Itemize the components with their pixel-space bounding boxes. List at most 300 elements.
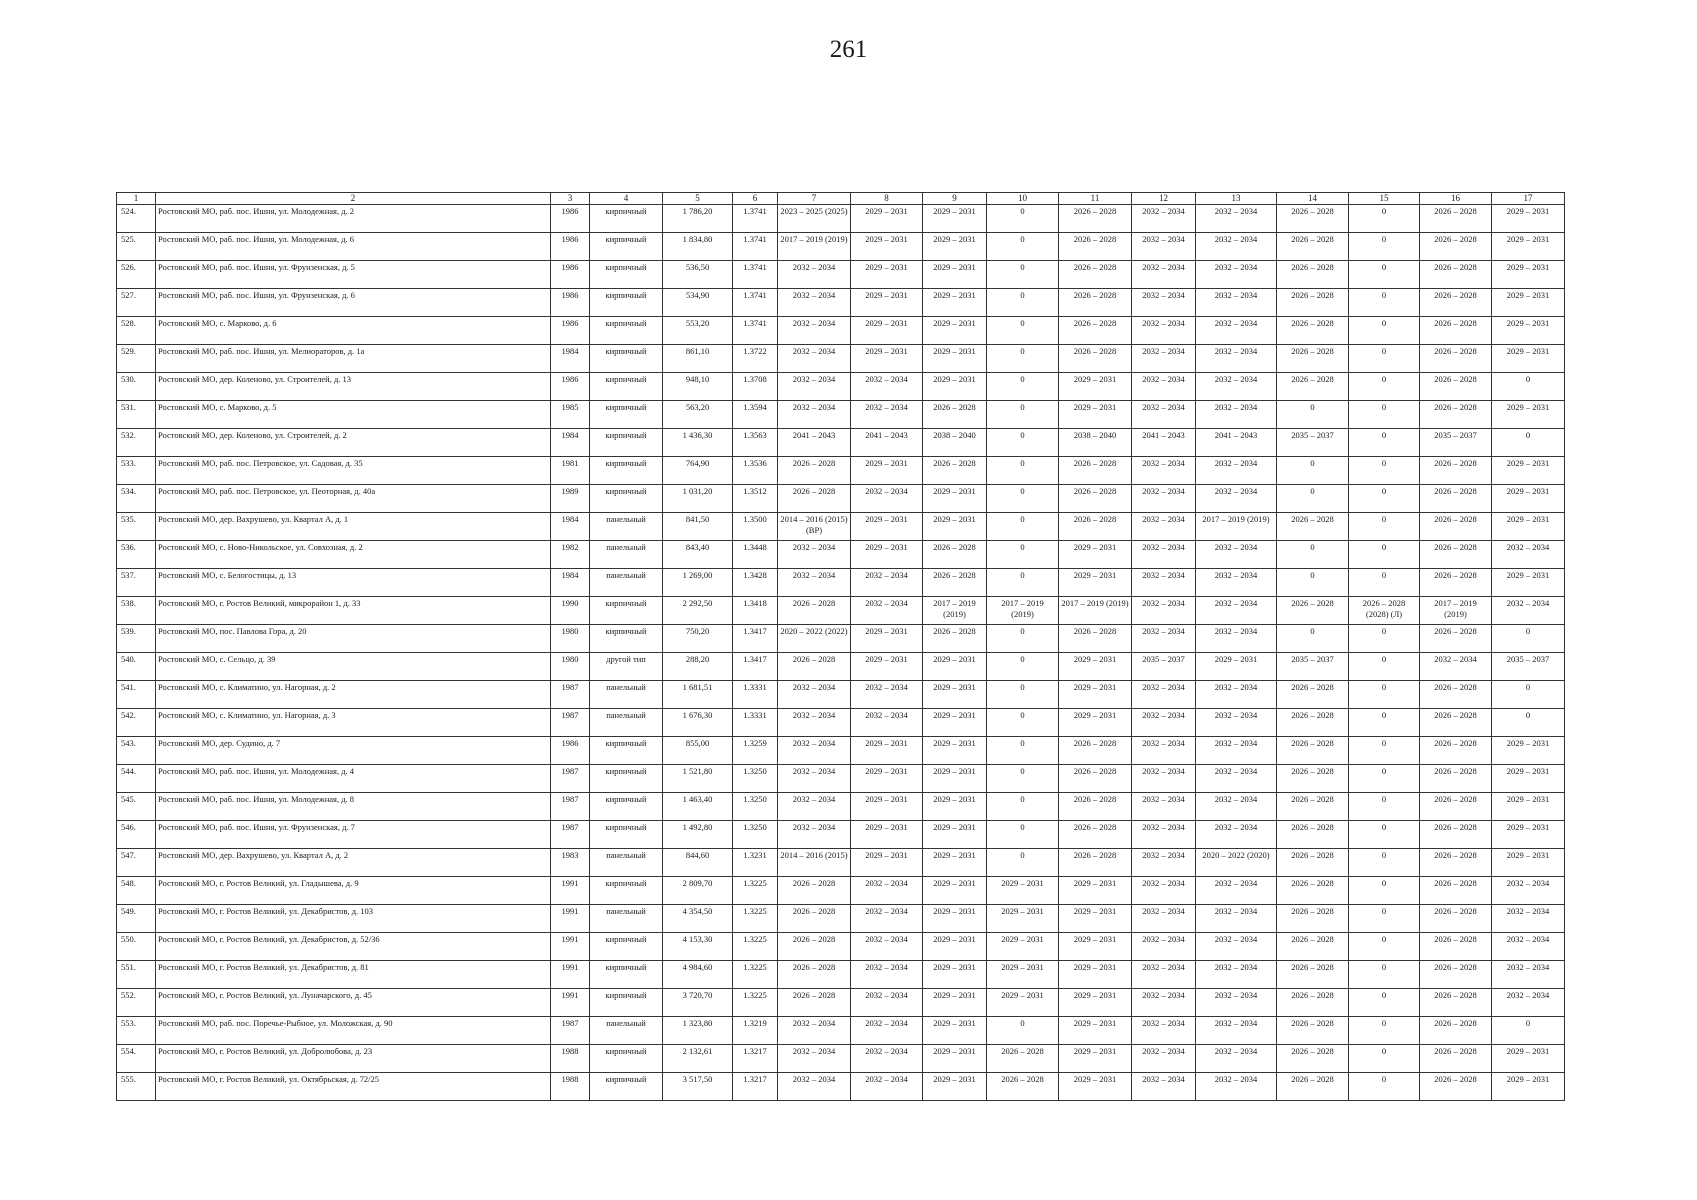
table-row: [117, 793, 1565, 821]
period-col-16: 2026 – 2028: [1420, 457, 1492, 485]
period-col-8: 2029 – 2031: [851, 653, 923, 681]
row-number: 541.: [117, 681, 156, 709]
period-col-13: 2032 – 2034: [1196, 877, 1277, 905]
wall-material: кирпичный: [590, 261, 663, 289]
period-col-12: 2032 – 2034: [1132, 1017, 1196, 1045]
period-col-12: 2032 – 2034: [1132, 345, 1196, 373]
period-col-13: 2032 – 2034: [1196, 233, 1277, 261]
wall-material: кирпичный: [590, 989, 663, 1017]
period-col-8: 2029 – 2031: [851, 205, 923, 233]
table-row: [117, 345, 1565, 373]
period-col-16: 2026 – 2028: [1420, 485, 1492, 513]
build-year: 1991: [551, 877, 590, 905]
period-col-11: 2029 – 2031: [1059, 1017, 1132, 1045]
period-col-10: 0: [987, 737, 1059, 765]
period-col-12: 2032 – 2034: [1132, 261, 1196, 289]
address: Ростовский МО, дер. Судино, д. 7: [156, 737, 551, 765]
period-col-9: 2029 – 2031: [923, 877, 987, 905]
period-col-9: 2029 – 2031: [923, 849, 987, 877]
total-area: 4 984,60: [663, 961, 733, 989]
priority-index: 1.3500: [733, 513, 778, 541]
period-col-9: 2029 – 2031: [923, 373, 987, 401]
period-col-16: 2026 – 2028: [1420, 513, 1492, 541]
period-col-11: 2029 – 2031: [1059, 373, 1132, 401]
column-number: 15: [1349, 193, 1420, 205]
wall-material: панельный: [590, 513, 663, 541]
period-col-13: 2032 – 2034: [1196, 345, 1277, 373]
period-col-11: 2029 – 2031: [1059, 1045, 1132, 1073]
period-col-13: 2032 – 2034: [1196, 933, 1277, 961]
period-col-13: 2032 – 2034: [1196, 905, 1277, 933]
period-col-13: 2032 – 2034: [1196, 597, 1277, 625]
build-year: 1987: [551, 709, 590, 737]
period-col-10: 2026 – 2028: [987, 1073, 1059, 1101]
period-col-17: 2029 – 2031: [1492, 849, 1565, 877]
period-col-17: 0: [1492, 373, 1565, 401]
row-number: 527.: [117, 289, 156, 317]
period-col-17: 2029 – 2031: [1492, 261, 1565, 289]
period-col-12: 2032 – 2034: [1132, 317, 1196, 345]
period-col-11: 2026 – 2028: [1059, 485, 1132, 513]
column-number: 11: [1059, 193, 1132, 205]
period-col-12: 2032 – 2034: [1132, 289, 1196, 317]
period-col-11: 2026 – 2028: [1059, 289, 1132, 317]
period-col-8: 2032 – 2034: [851, 401, 923, 429]
wall-material: панельный: [590, 905, 663, 933]
period-col-15: 0: [1349, 989, 1420, 1017]
period-col-14: 2026 – 2028: [1277, 1017, 1349, 1045]
period-col-8: 2029 – 2031: [851, 457, 923, 485]
period-col-16: 2026 – 2028: [1420, 317, 1492, 345]
period-col-14: 0: [1277, 625, 1349, 653]
period-col-15: 0: [1349, 289, 1420, 317]
period-col-9: 2029 – 2031: [923, 989, 987, 1017]
period-col-11: 2026 – 2028: [1059, 261, 1132, 289]
period-col-15: 0: [1349, 793, 1420, 821]
period-col-16: 2026 – 2028: [1420, 205, 1492, 233]
table-row: [117, 373, 1565, 401]
total-area: 861,10: [663, 345, 733, 373]
priority-index: 1.3250: [733, 821, 778, 849]
row-number: 538.: [117, 597, 156, 625]
period-col-17: 0: [1492, 1017, 1565, 1045]
total-area: 1 269,00: [663, 569, 733, 597]
wall-material: кирпичный: [590, 345, 663, 373]
address: Ростовский МО, дер. Вахрушево, ул. Квартал А, д. 1: [156, 513, 551, 541]
period-col-9: 2029 – 2031: [923, 709, 987, 737]
period-col-15: 0: [1349, 317, 1420, 345]
period-col-14: 0: [1277, 541, 1349, 569]
build-year: 1984: [551, 345, 590, 373]
period-col-8: 2041 – 2043: [851, 429, 923, 457]
period-col-7: 2026 – 2028: [778, 485, 851, 513]
row-number: 545.: [117, 793, 156, 821]
period-col-16: 2026 – 2028: [1420, 1045, 1492, 1073]
period-col-7: 2026 – 2028: [778, 653, 851, 681]
column-number: 2: [156, 193, 551, 205]
priority-index: 1.3219: [733, 1017, 778, 1045]
period-col-9: 2029 – 2031: [923, 681, 987, 709]
period-col-9: 2029 – 2031: [923, 485, 987, 513]
period-col-17: 2029 – 2031: [1492, 1073, 1565, 1101]
period-col-15: 0: [1349, 1017, 1420, 1045]
table-row: [117, 457, 1565, 485]
priority-index: 1.3250: [733, 765, 778, 793]
period-col-9: 2026 – 2028: [923, 625, 987, 653]
address: Ростовский МО, дер. Вахрушево, ул. Квартал А, д. 2: [156, 849, 551, 877]
period-col-10: 2026 – 2028: [987, 1045, 1059, 1073]
column-number: 9: [923, 193, 987, 205]
period-col-15: 0: [1349, 373, 1420, 401]
period-col-9: 2029 – 2031: [923, 961, 987, 989]
total-area: 1 786,20: [663, 205, 733, 233]
period-col-15: 2026 – 2028 (2028) (Л): [1349, 597, 1420, 625]
period-col-13: 2032 – 2034: [1196, 821, 1277, 849]
table-row: [117, 877, 1565, 905]
period-col-7: 2026 – 2028: [778, 933, 851, 961]
total-area: 764,90: [663, 457, 733, 485]
wall-material: другой тип: [590, 653, 663, 681]
period-col-9: 2029 – 2031: [923, 821, 987, 849]
row-number: 551.: [117, 961, 156, 989]
table-row: [117, 569, 1565, 597]
period-col-13: 2032 – 2034: [1196, 1073, 1277, 1101]
period-col-8: 2032 – 2034: [851, 933, 923, 961]
column-number: 3: [551, 193, 590, 205]
period-col-16: 2026 – 2028: [1420, 933, 1492, 961]
period-col-7: 2032 – 2034: [778, 765, 851, 793]
period-col-8: 2032 – 2034: [851, 1045, 923, 1073]
priority-index: 1.3594: [733, 401, 778, 429]
period-col-16: 2026 – 2028: [1420, 289, 1492, 317]
period-col-9: 2029 – 2031: [923, 289, 987, 317]
period-col-15: 0: [1349, 877, 1420, 905]
period-col-13: 2032 – 2034: [1196, 793, 1277, 821]
build-year: 1987: [551, 1017, 590, 1045]
period-col-12: 2032 – 2034: [1132, 681, 1196, 709]
period-col-12: 2032 – 2034: [1132, 709, 1196, 737]
period-col-14: 2026 – 2028: [1277, 765, 1349, 793]
period-col-11: 2038 – 2040: [1059, 429, 1132, 457]
wall-material: панельный: [590, 569, 663, 597]
priority-index: 1.3225: [733, 905, 778, 933]
table-row: [117, 597, 1565, 625]
period-col-14: 2026 – 2028: [1277, 709, 1349, 737]
row-number: 534.: [117, 485, 156, 513]
wall-material: кирпичный: [590, 625, 663, 653]
period-col-14: 0: [1277, 569, 1349, 597]
priority-index: 1.3741: [733, 205, 778, 233]
table-body: [117, 193, 1565, 1101]
period-col-14: 2035 – 2037: [1277, 429, 1349, 457]
priority-index: 1.3417: [733, 625, 778, 653]
period-col-11: 2029 – 2031: [1059, 569, 1132, 597]
period-col-7: 2017 – 2019 (2019): [778, 233, 851, 261]
column-number-row: [117, 193, 1565, 205]
period-col-7: 2026 – 2028: [778, 877, 851, 905]
priority-index: 1.3708: [733, 373, 778, 401]
table-row: [117, 541, 1565, 569]
period-col-13: 2032 – 2034: [1196, 961, 1277, 989]
period-col-17: 2032 – 2034: [1492, 989, 1565, 1017]
period-col-17: 2029 – 2031: [1492, 289, 1565, 317]
period-col-15: 0: [1349, 485, 1420, 513]
priority-index: 1.3217: [733, 1045, 778, 1073]
period-col-10: 0: [987, 457, 1059, 485]
priority-index: 1.3536: [733, 457, 778, 485]
wall-material: кирпичный: [590, 933, 663, 961]
period-col-10: 0: [987, 709, 1059, 737]
address: Ростовский МО, раб. пос. Ишня, ул. Молодежная, д. 2: [156, 205, 551, 233]
period-col-11: 2026 – 2028: [1059, 205, 1132, 233]
address: Ростовский МО, г. Ростов Великий, ул. Гладышева, д. 9: [156, 877, 551, 905]
build-year: 1990: [551, 597, 590, 625]
period-col-7: 2032 – 2034: [778, 569, 851, 597]
table-row: [117, 317, 1565, 345]
period-col-10: 0: [987, 401, 1059, 429]
period-col-14: 0: [1277, 401, 1349, 429]
period-col-11: 2029 – 2031: [1059, 681, 1132, 709]
period-col-13: 2032 – 2034: [1196, 737, 1277, 765]
table-row: [117, 205, 1565, 233]
period-col-14: 2026 – 2028: [1277, 597, 1349, 625]
period-col-16: 2026 – 2028: [1420, 737, 1492, 765]
total-area: 553,20: [663, 317, 733, 345]
period-col-9: 2026 – 2028: [923, 457, 987, 485]
build-year: 1986: [551, 233, 590, 261]
period-col-7: 2032 – 2034: [778, 541, 851, 569]
build-year: 1981: [551, 457, 590, 485]
period-col-8: 2032 – 2034: [851, 569, 923, 597]
address: Ростовский МО, с. Сельцо, д. 39: [156, 653, 551, 681]
row-number: 549.: [117, 905, 156, 933]
build-year: 1988: [551, 1045, 590, 1073]
period-col-12: 2032 – 2034: [1132, 905, 1196, 933]
period-col-8: 2029 – 2031: [851, 233, 923, 261]
total-area: 841,50: [663, 513, 733, 541]
row-number: 553.: [117, 1017, 156, 1045]
period-col-14: 2026 – 2028: [1277, 905, 1349, 933]
period-col-7: 2032 – 2034: [778, 821, 851, 849]
period-col-11: 2017 – 2019 (2019): [1059, 597, 1132, 625]
period-col-16: 2026 – 2028: [1420, 261, 1492, 289]
wall-material: кирпичный: [590, 485, 663, 513]
period-col-17: 2029 – 2031: [1492, 765, 1565, 793]
column-number: 17: [1492, 193, 1565, 205]
period-col-8: 2032 – 2034: [851, 485, 923, 513]
column-number: 14: [1277, 193, 1349, 205]
build-year: 1987: [551, 681, 590, 709]
period-col-9: 2029 – 2031: [923, 205, 987, 233]
column-number: 16: [1420, 193, 1492, 205]
period-col-15: 0: [1349, 653, 1420, 681]
period-col-10: 0: [987, 765, 1059, 793]
period-col-13: 2032 – 2034: [1196, 485, 1277, 513]
period-col-17: 0: [1492, 681, 1565, 709]
total-area: 855,00: [663, 737, 733, 765]
period-col-17: 0: [1492, 429, 1565, 457]
priority-index: 1.3741: [733, 261, 778, 289]
period-col-13: 2032 – 2034: [1196, 709, 1277, 737]
period-col-15: 0: [1349, 205, 1420, 233]
period-col-7: 2032 – 2034: [778, 317, 851, 345]
priority-index: 1.3250: [733, 793, 778, 821]
period-col-14: 2026 – 2028: [1277, 877, 1349, 905]
period-col-16: 2017 – 2019 (2019): [1420, 597, 1492, 625]
period-col-17: 0: [1492, 625, 1565, 653]
period-col-15: 0: [1349, 261, 1420, 289]
total-area: 750,20: [663, 625, 733, 653]
column-number: 10: [987, 193, 1059, 205]
period-col-9: 2026 – 2028: [923, 401, 987, 429]
period-col-7: 2032 – 2034: [778, 1017, 851, 1045]
period-col-14: 2026 – 2028: [1277, 205, 1349, 233]
period-col-16: 2026 – 2028: [1420, 233, 1492, 261]
period-col-16: 2026 – 2028: [1420, 961, 1492, 989]
period-col-15: 0: [1349, 401, 1420, 429]
period-col-17: 2029 – 2031: [1492, 205, 1565, 233]
address: Ростовский МО, г. Ростов Великий, ул. Декабристов, д. 81: [156, 961, 551, 989]
period-col-15: 0: [1349, 457, 1420, 485]
period-col-12: 2032 – 2034: [1132, 513, 1196, 541]
table-row: [117, 933, 1565, 961]
row-number: 537.: [117, 569, 156, 597]
address: Ростовский МО, раб. пос. Петровское, ул. Садовая, д. 35: [156, 457, 551, 485]
period-col-11: 2029 – 2031: [1059, 401, 1132, 429]
period-col-15: 0: [1349, 541, 1420, 569]
period-col-9: 2029 – 2031: [923, 261, 987, 289]
period-col-13: 2032 – 2034: [1196, 569, 1277, 597]
period-col-10: 0: [987, 681, 1059, 709]
period-col-11: 2029 – 2031: [1059, 905, 1132, 933]
row-number: 532.: [117, 429, 156, 457]
period-col-14: 2026 – 2028: [1277, 737, 1349, 765]
period-col-10: 0: [987, 373, 1059, 401]
period-col-14: 2026 – 2028: [1277, 681, 1349, 709]
period-col-8: 2032 – 2034: [851, 681, 923, 709]
period-col-16: 2026 – 2028: [1420, 849, 1492, 877]
table-row: [117, 513, 1565, 541]
period-col-10: 0: [987, 569, 1059, 597]
address: Ростовский МО, г. Ростов Великий, ул. Луначарского, д. 45: [156, 989, 551, 1017]
wall-material: кирпичный: [590, 961, 663, 989]
period-col-16: 2026 – 2028: [1420, 765, 1492, 793]
period-col-12: 2032 – 2034: [1132, 401, 1196, 429]
period-col-12: 2032 – 2034: [1132, 933, 1196, 961]
address: Ростовский МО, раб. пос. Ишня, ул. Молодежная, д. 4: [156, 765, 551, 793]
period-col-16: 2026 – 2028: [1420, 877, 1492, 905]
period-col-11: 2026 – 2028: [1059, 457, 1132, 485]
address: Ростовский МО, г. Ростов Великий, ул. Декабристов, д. 52/36: [156, 933, 551, 961]
build-year: 1986: [551, 261, 590, 289]
period-col-11: 2029 – 2031: [1059, 989, 1132, 1017]
priority-index: 1.3512: [733, 485, 778, 513]
table-row: [117, 989, 1565, 1017]
column-number: 12: [1132, 193, 1196, 205]
period-col-14: 2026 – 2028: [1277, 513, 1349, 541]
period-col-13: 2032 – 2034: [1196, 205, 1277, 233]
period-col-9: 2029 – 2031: [923, 793, 987, 821]
total-area: 2 132,61: [663, 1045, 733, 1073]
period-col-7: 2032 – 2034: [778, 261, 851, 289]
period-col-16: 2026 – 2028: [1420, 541, 1492, 569]
period-col-10: 0: [987, 1017, 1059, 1045]
period-col-9: 2038 – 2040: [923, 429, 987, 457]
period-col-12: 2032 – 2034: [1132, 205, 1196, 233]
period-col-11: 2029 – 2031: [1059, 541, 1132, 569]
period-col-15: 0: [1349, 1073, 1420, 1101]
period-col-9: 2029 – 2031: [923, 737, 987, 765]
table-row: [117, 625, 1565, 653]
period-col-8: 2032 – 2034: [851, 709, 923, 737]
period-col-11: 2026 – 2028: [1059, 345, 1132, 373]
period-col-12: 2032 – 2034: [1132, 989, 1196, 1017]
wall-material: кирпичный: [590, 373, 663, 401]
period-col-11: 2026 – 2028: [1059, 765, 1132, 793]
period-col-8: 2032 – 2034: [851, 1017, 923, 1045]
period-col-14: 2026 – 2028: [1277, 933, 1349, 961]
period-col-8: 2029 – 2031: [851, 261, 923, 289]
period-col-12: 2041 – 2043: [1132, 429, 1196, 457]
period-col-15: 0: [1349, 961, 1420, 989]
period-col-12: 2032 – 2034: [1132, 569, 1196, 597]
total-area: 1 031,20: [663, 485, 733, 513]
period-col-8: 2032 – 2034: [851, 905, 923, 933]
period-col-10: 0: [987, 541, 1059, 569]
total-area: 4 153,30: [663, 933, 733, 961]
address: Ростовский МО, раб. пос. Поречье-Рыбное, ул. Моложская, д. 90: [156, 1017, 551, 1045]
address: Ростовский МО, раб. пос. Ишня, ул. Мелиораторов, д. 1а: [156, 345, 551, 373]
priority-index: 1.3722: [733, 345, 778, 373]
period-col-14: 0: [1277, 457, 1349, 485]
period-col-10: 0: [987, 345, 1059, 373]
period-col-14: 2035 – 2037: [1277, 653, 1349, 681]
period-col-9: 2029 – 2031: [923, 765, 987, 793]
column-number: 6: [733, 193, 778, 205]
period-col-8: 2029 – 2031: [851, 737, 923, 765]
period-col-10: 0: [987, 289, 1059, 317]
wall-material: кирпичный: [590, 1073, 663, 1101]
period-col-11: 2026 – 2028: [1059, 317, 1132, 345]
period-col-17: 2029 – 2031: [1492, 793, 1565, 821]
total-area: 1 834,80: [663, 233, 733, 261]
priority-index: 1.3741: [733, 317, 778, 345]
table-row: [117, 429, 1565, 457]
period-col-9: 2029 – 2031: [923, 1073, 987, 1101]
total-area: 1 436,30: [663, 429, 733, 457]
build-year: 1980: [551, 653, 590, 681]
period-col-9: 2029 – 2031: [923, 1045, 987, 1073]
period-col-12: 2032 – 2034: [1132, 849, 1196, 877]
priority-index: 1.3231: [733, 849, 778, 877]
build-year: 1986: [551, 737, 590, 765]
period-col-9: 2017 – 2019 (2019): [923, 597, 987, 625]
period-col-10: 2029 – 2031: [987, 877, 1059, 905]
wall-material: кирпичный: [590, 793, 663, 821]
row-number: 526.: [117, 261, 156, 289]
row-number: 525.: [117, 233, 156, 261]
period-col-7: 2032 – 2034: [778, 681, 851, 709]
period-col-13: 2032 – 2034: [1196, 625, 1277, 653]
period-col-10: 2017 – 2019 (2019): [987, 597, 1059, 625]
period-col-17: 2029 – 2031: [1492, 485, 1565, 513]
column-number: 1: [117, 193, 156, 205]
period-col-14: 2026 – 2028: [1277, 289, 1349, 317]
wall-material: кирпичный: [590, 737, 663, 765]
period-col-16: 2026 – 2028: [1420, 709, 1492, 737]
period-col-11: 2026 – 2028: [1059, 821, 1132, 849]
build-year: 1980: [551, 625, 590, 653]
